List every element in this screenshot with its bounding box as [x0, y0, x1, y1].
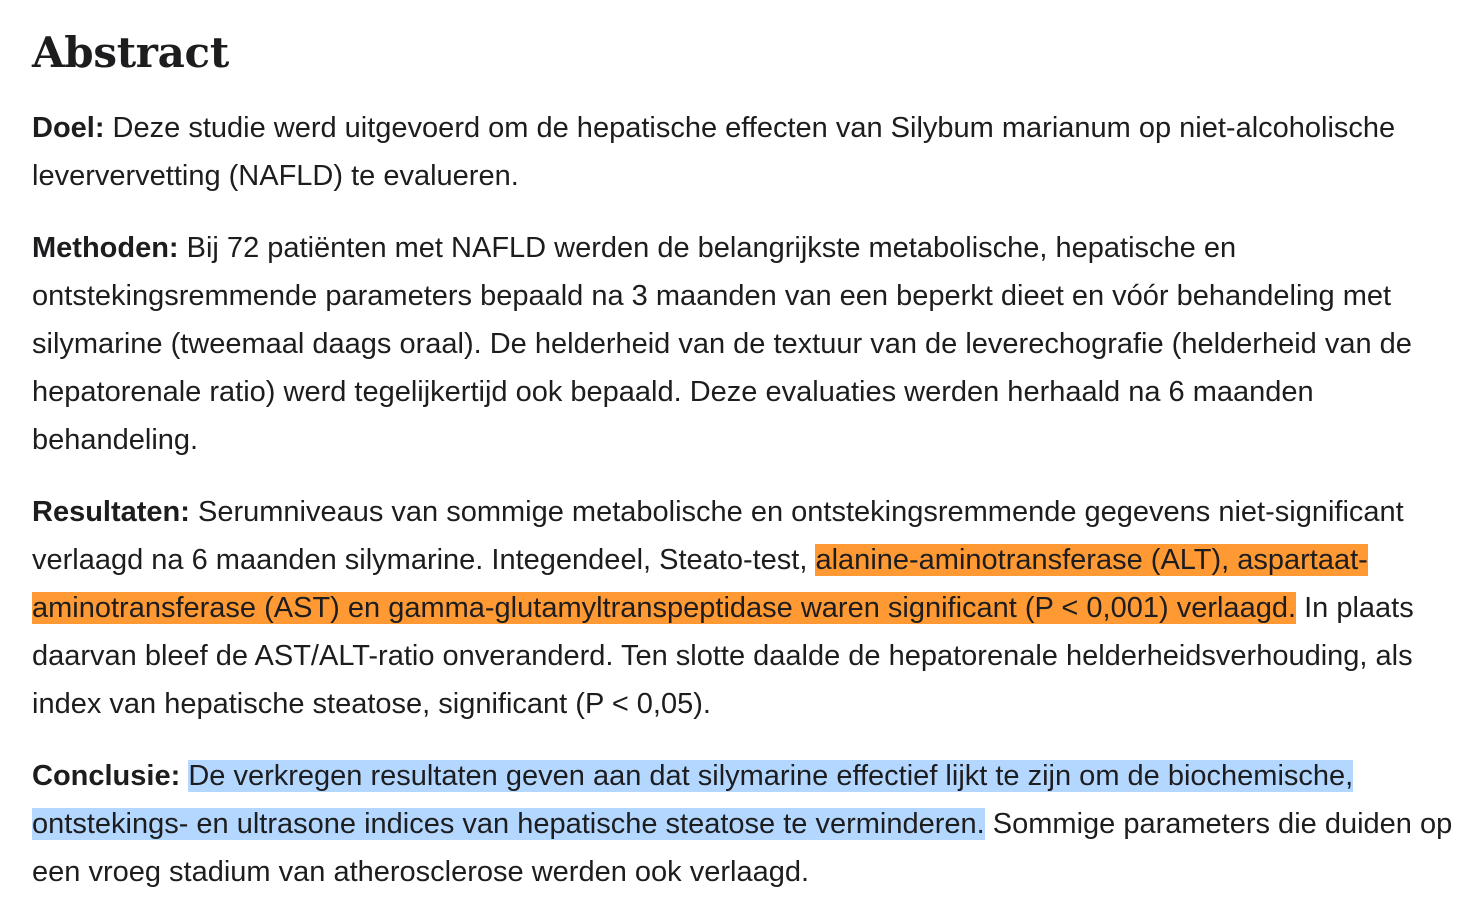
abstract-heading: Abstract [32, 28, 229, 77]
conclusie-paragraph[interactable] [32, 752, 1462, 896]
conclusie-selection[interactable]: De verkregen resultaten geven aan dat silymarine effectief lijkt te zijn om de biochemische, ontstekings- en ultrasone indices van hepatische steatose te verminderen. [32, 760, 1354, 840]
doel-label: Doel: [32, 112, 105, 144]
resultaten-label: Resultaten: [32, 496, 190, 528]
methoden-label: Methoden: [32, 232, 179, 264]
resultaten-text-before: Serumniveaus van sommige metabolische en ontstekingsremmende gegevens niet-significant verlaagd na 6 maanden silymarine. Integendeel, Steato-test, [32, 496, 1404, 576]
doel-text: Deze studie werd uitgevoerd om de hepatische effecten van Silybum marianum op niet-alcoholische leververvetting (NAFLD) te evalueren. [32, 112, 1396, 192]
resultaten-paragraph[interactable] [32, 488, 1462, 728]
conclusie-label: Conclusie: [32, 760, 181, 792]
doel-paragraph[interactable] [32, 104, 1462, 200]
resultaten-highlight[interactable]: alanine-aminotransferase (ALT), aspartaat-aminotransferase (AST) en gamma-glutamyltranspeptidase waren significant (P < 0,001) verlaagd. [32, 544, 1368, 624]
resultaten-text-after: In plaats daarvan bleef de AST/ALT-ratio onveranderd. Ten slotte daalde de hepatorenale helderheidsverhouding, als index van hepatische steatose, significant (P < 0,05). [32, 592, 1414, 720]
conclusie-text-after: Sommige parameters die duiden op een vroeg stadium van atherosclerose werden ook verlaagd. [32, 808, 1453, 888]
abstract-section [32, 22, 1462, 920]
methoden-text: Bij 72 patiënten met NAFLD werden de belangrijkste metabolische, hepatische en ontstekingsremmende parameters bepaald na 3 maanden van een beperkt dieet en vóór behandeling met silymarine (tweemaal daags oraal). De helderheid van de textuur van de leverechografie (helderheid van de hepatorenale ratio) werd tegelijkertijd ook bepaald. Deze evaluaties werden herhaald na 6 maanden behandeling. [32, 232, 1412, 456]
methoden-paragraph[interactable] [32, 224, 1462, 464]
